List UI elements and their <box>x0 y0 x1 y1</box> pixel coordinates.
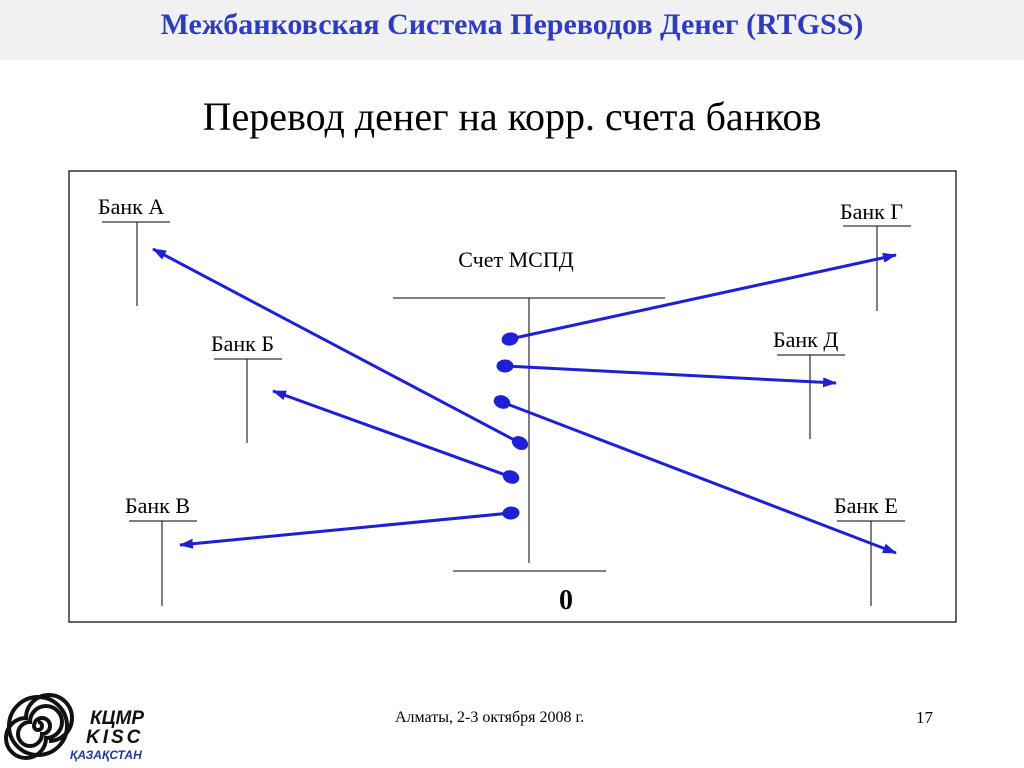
slide-title: Перевод денег на корр. счета банков <box>202 94 822 139</box>
arrow-to-bank-e <box>502 402 896 553</box>
account-dot-b <box>503 470 520 484</box>
account-dot-v <box>504 507 519 518</box>
logo-line-3: ҚАЗАҚСТАН <box>70 748 142 762</box>
logo-line-1: КЦМР <box>90 708 145 729</box>
diagram-frame <box>69 171 956 622</box>
central-account-label: Счет МСПД <box>458 247 574 272</box>
bank-g-label: Банк Г <box>840 199 904 224</box>
account-dot-d <box>498 361 512 371</box>
account-dot-a <box>511 435 528 450</box>
bank-b-label: Банк Б <box>211 331 274 356</box>
account-dot-e <box>494 395 511 409</box>
transfer-arrows <box>153 249 896 553</box>
bank-a-label: Банк А <box>98 194 165 219</box>
arrow-to-bank-d <box>505 366 836 383</box>
header-title: Межбанковская Система Переводов Денег (RTGSS) <box>160 8 864 41</box>
spiral-icon <box>6 695 72 758</box>
arrow-to-bank-v <box>180 513 511 545</box>
bank-d-label: Банк Д <box>773 327 839 352</box>
arrow-to-bank-b <box>273 391 511 477</box>
page-number: 17 <box>916 708 933 727</box>
bank-e-label: Банк Е <box>834 493 898 518</box>
central-account-balance: 0 <box>559 585 573 616</box>
footer-location-date: Алматы, 2-3 октября 2008 г. <box>395 709 585 726</box>
logo-line-2: KISC <box>86 727 144 748</box>
account-dot-g <box>502 333 518 346</box>
bank-v-label: Банк В <box>125 493 191 518</box>
kisc-logo <box>4 690 164 762</box>
